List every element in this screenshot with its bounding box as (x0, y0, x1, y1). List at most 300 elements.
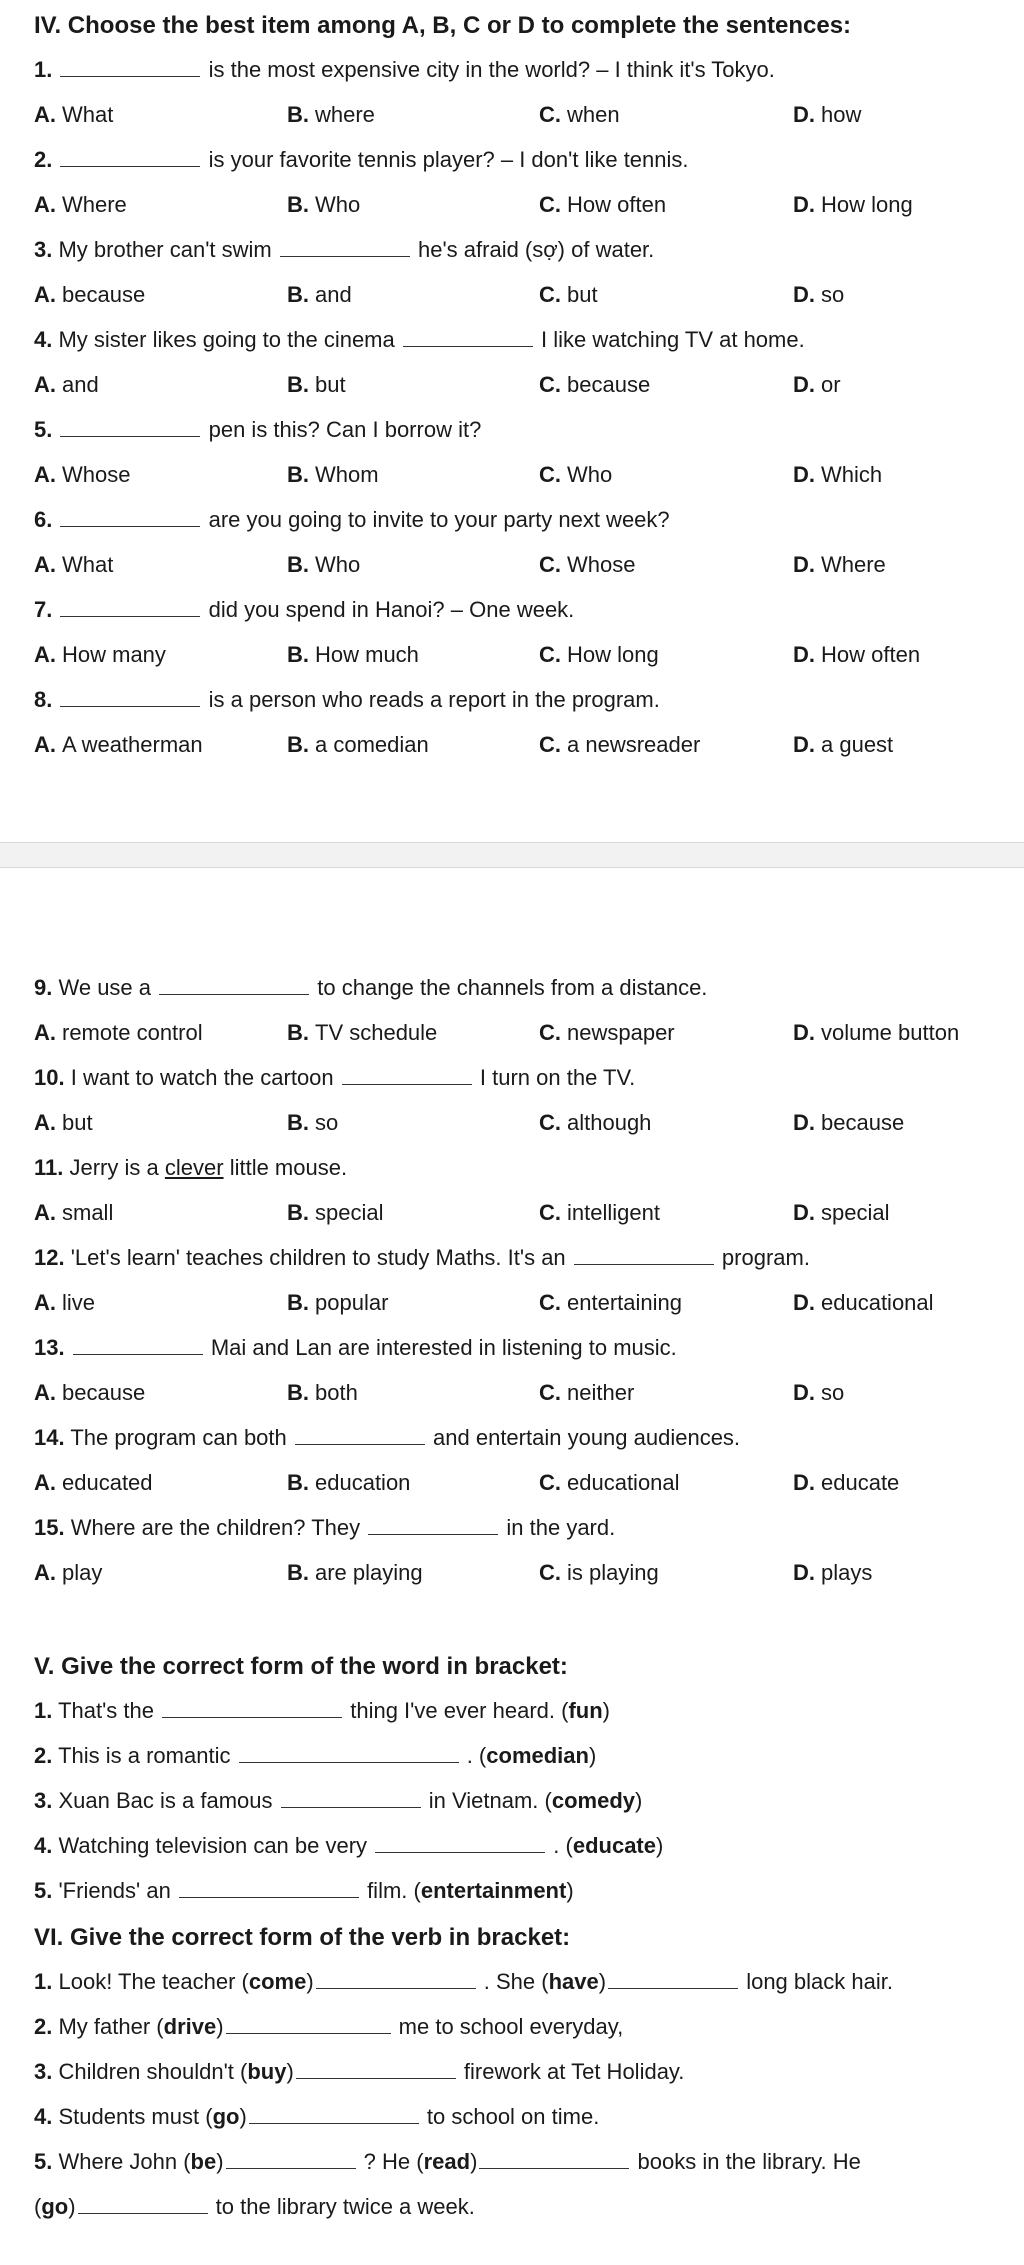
item-text: . She ( (477, 1969, 549, 1994)
item-text: ) (598, 1969, 607, 1994)
option-letter: A. (34, 372, 56, 397)
answer-option[interactable] (34, 1290, 95, 1316)
option-text: plays (821, 1560, 873, 1585)
answer-option[interactable] (34, 732, 203, 758)
option-letter: B. (287, 282, 309, 307)
answer-option[interactable] (287, 1200, 383, 1226)
item-text: ) (566, 1878, 574, 1903)
question-number: 6. (34, 507, 53, 532)
answer-option[interactable] (793, 372, 841, 398)
answer-blank[interactable] (60, 598, 200, 617)
item-text: This is a romantic (58, 1743, 231, 1768)
option-letter: C. (539, 732, 561, 757)
option-text: newspaper (567, 1020, 675, 1045)
answer-option[interactable] (34, 1200, 113, 1226)
option-text: when (567, 102, 620, 127)
question-number: 1. (34, 57, 53, 82)
answer-option[interactable] (34, 642, 166, 668)
option-text: How many (62, 642, 166, 667)
answer-option[interactable] (793, 552, 886, 578)
answer-option[interactable] (793, 1380, 844, 1406)
answer-option[interactable] (793, 1200, 889, 1226)
option-letter: C. (539, 102, 561, 127)
item-text: . ( (460, 1743, 487, 1768)
option-letter: A. (34, 1290, 56, 1315)
item-number: 2. (34, 1743, 53, 1768)
option-letter: D. (793, 1290, 815, 1315)
answer-option[interactable] (539, 732, 700, 758)
answer-option[interactable] (539, 1380, 634, 1406)
answer-blank[interactable] (296, 2060, 456, 2079)
option-text: Where (62, 192, 127, 217)
item-text: . ( (547, 1833, 573, 1858)
option-text: education (315, 1470, 411, 1495)
answer-option[interactable] (539, 372, 650, 398)
answer-blank[interactable] (159, 976, 309, 995)
option-letter: C. (539, 1110, 561, 1135)
question-text: are you going to invite to your party next week? (208, 507, 670, 532)
answer-blank[interactable] (368, 1516, 498, 1535)
answer-option[interactable] (793, 1110, 904, 1136)
option-text: are playing (315, 1560, 423, 1585)
option-letter: D. (793, 1470, 815, 1495)
option-letter: A. (34, 1200, 56, 1225)
option-text: a newsreader (567, 732, 701, 757)
item-text: ) (306, 1969, 314, 1994)
item-text: long black hair. (740, 1969, 893, 1994)
word-form-item (34, 1788, 642, 1814)
item-text: 'Friends' an (58, 1878, 171, 1903)
option-letter: D. (793, 192, 815, 217)
item-number: 4. (34, 2104, 53, 2129)
answer-option[interactable] (539, 462, 612, 488)
option-letter: B. (287, 732, 309, 757)
bracket-verb: read (423, 2149, 471, 2174)
option-text: is playing (567, 1560, 659, 1585)
answer-option[interactable] (287, 1380, 358, 1406)
bracket-word: comedian (486, 1743, 589, 1768)
section-vi-title: VI. Give the correct form of the verb in bracket: (34, 1924, 571, 1951)
option-text: so (315, 1110, 339, 1135)
option-letter: D. (793, 1380, 815, 1405)
option-letter: D. (793, 102, 815, 127)
item-text: me to school everyday, (392, 2014, 624, 2039)
answer-option[interactable] (539, 1290, 682, 1316)
answer-option[interactable] (34, 1380, 145, 1406)
answer-option[interactable] (34, 462, 130, 488)
answer-blank[interactable] (295, 1426, 425, 1445)
answer-blank[interactable] (375, 1834, 545, 1853)
answer-blank[interactable] (249, 2105, 419, 2124)
option-text: What (62, 552, 114, 577)
option-text: special (821, 1200, 890, 1225)
option-letter: D. (793, 732, 815, 757)
answer-option[interactable] (34, 102, 113, 128)
question-line (34, 417, 481, 443)
item-text: books in the library. He (631, 2149, 861, 2174)
bracket-verb: come (248, 1969, 307, 1994)
section-iv-title: IV. Choose the best item among A, B, C or D to complete the sentences: (34, 12, 852, 39)
answer-option[interactable] (793, 282, 844, 308)
answer-option[interactable] (34, 552, 113, 578)
option-text: and (315, 282, 352, 307)
bracket-word: comedy (551, 1788, 635, 1813)
answer-option[interactable] (539, 1110, 651, 1136)
option-text: How long (821, 192, 913, 217)
question-text: to change the channels from a distance. (317, 975, 708, 1000)
item-text: ) (470, 2149, 478, 2174)
option-letter: B. (287, 102, 309, 127)
question-number: 10. (34, 1065, 65, 1090)
answer-option[interactable] (287, 1290, 388, 1316)
item-text: ) (239, 2104, 247, 2129)
option-letter: A. (34, 1020, 56, 1045)
answer-option[interactable] (34, 1470, 153, 1496)
item-text: ) (602, 1698, 610, 1723)
option-letter: A. (34, 1560, 56, 1585)
option-text: Whose (567, 552, 636, 577)
answer-option[interactable] (539, 1200, 660, 1226)
option-text: volume button (821, 1020, 960, 1045)
answer-option[interactable] (34, 1560, 102, 1586)
question-line (34, 1065, 635, 1091)
item-text: Look! The teacher ( (58, 1969, 249, 1994)
question-text: little mouse. (229, 1155, 348, 1180)
section-v-title: V. Give the correct form of the word in bracket: (34, 1653, 568, 1680)
item-text: ) (286, 2059, 294, 2084)
answer-option[interactable] (539, 642, 659, 668)
option-text: a comedian (315, 732, 429, 757)
question-line (34, 687, 660, 713)
verb-form-item (34, 2104, 599, 2130)
option-text: How often (567, 192, 667, 217)
answer-option[interactable] (793, 1470, 899, 1496)
option-letter: C. (539, 552, 561, 577)
option-letter: D. (793, 282, 815, 307)
question-text: 'Let's learn' teaches children to study Maths. It's an (70, 1245, 566, 1270)
option-text: educational (821, 1290, 934, 1315)
bracket-verb: have (548, 1969, 599, 1994)
bracket-word: educate (572, 1833, 656, 1858)
item-text: ) (216, 2014, 224, 2039)
question-number: 13. (34, 1335, 65, 1360)
option-letter: A. (34, 552, 56, 577)
answer-option[interactable] (539, 282, 598, 308)
option-letter: D. (793, 1110, 815, 1135)
question-number: 7. (34, 597, 53, 622)
answer-option[interactable] (287, 1560, 423, 1586)
option-text: but (567, 282, 598, 307)
option-text: Who (567, 462, 613, 487)
question-text: My brother can't swim (58, 237, 272, 262)
bracket-verb: drive (163, 2014, 217, 2039)
answer-option[interactable] (793, 462, 882, 488)
option-letter: A. (34, 462, 56, 487)
item-text: Students must ( (58, 2104, 213, 2129)
verb-form-item (34, 2194, 475, 2220)
answer-blank[interactable] (226, 2150, 356, 2169)
option-text: educational (567, 1470, 680, 1495)
option-text: because (62, 1380, 146, 1405)
option-letter: C. (539, 1470, 561, 1495)
answer-option[interactable] (287, 1110, 338, 1136)
question-text: pen is this? Can I borrow it? (208, 417, 482, 442)
option-text: How often (821, 642, 921, 667)
answer-option[interactable] (287, 1020, 437, 1046)
option-text: How much (315, 642, 419, 667)
verb-form-item (34, 1969, 893, 1995)
question-line (34, 1335, 677, 1361)
question-number: 11. (34, 1155, 64, 1180)
page-break-divider (0, 842, 1024, 868)
answer-option[interactable] (539, 1020, 675, 1046)
option-letter: C. (539, 282, 561, 307)
option-letter: B. (287, 462, 309, 487)
option-letter: A. (34, 192, 56, 217)
item-number: 1. (34, 1698, 53, 1723)
word-form-item (34, 1833, 663, 1859)
option-letter: B. (287, 1290, 309, 1315)
answer-blank[interactable] (403, 328, 533, 347)
answer-blank[interactable] (60, 148, 200, 167)
answer-option[interactable] (287, 192, 360, 218)
item-text: ) (656, 1833, 664, 1858)
question-number: 9. (34, 975, 53, 1000)
answer-option[interactable] (34, 192, 127, 218)
question-text: We use a (58, 975, 152, 1000)
question-line (34, 507, 670, 533)
option-text: educated (62, 1470, 153, 1495)
answer-option[interactable] (539, 192, 666, 218)
answer-option[interactable] (287, 1470, 410, 1496)
answer-blank[interactable] (78, 2195, 208, 2214)
option-letter: A. (34, 282, 56, 307)
option-letter: A. (34, 1470, 56, 1495)
answer-option[interactable] (539, 102, 620, 128)
item-text: Xuan Bac is a famous (58, 1788, 273, 1813)
option-letter: A. (34, 642, 56, 667)
item-text: to the library twice a week. (209, 2194, 475, 2219)
option-letter: D. (793, 462, 815, 487)
question-number: 4. (34, 327, 53, 352)
option-text: How long (567, 642, 659, 667)
verb-form-item (34, 2014, 623, 2040)
answer-option[interactable] (287, 732, 429, 758)
question-line (34, 597, 574, 623)
question-text: did you spend in Hanoi? – One week. (208, 597, 575, 622)
answer-option[interactable] (793, 192, 913, 218)
answer-blank[interactable] (162, 1699, 342, 1718)
option-letter: C. (539, 462, 561, 487)
option-text: educate (821, 1470, 900, 1495)
option-letter: C. (539, 1290, 561, 1315)
option-letter: D. (793, 642, 815, 667)
option-text: play (62, 1560, 103, 1585)
question-text: is a person who reads a report in the program. (208, 687, 660, 712)
answer-option[interactable] (793, 102, 861, 128)
underlined-word: clever (164, 1155, 224, 1180)
question-text: is the most expensive city in the world? – I think it's Tokyo. (208, 57, 775, 82)
answer-option[interactable] (539, 1560, 659, 1586)
question-line (34, 1425, 740, 1451)
answer-blank[interactable] (239, 1744, 459, 1763)
question-text: I like watching TV at home. (541, 327, 805, 352)
option-text: so (821, 282, 845, 307)
option-letter: C. (539, 1380, 561, 1405)
option-letter: B. (287, 642, 309, 667)
option-text: neither (567, 1380, 635, 1405)
answer-blank[interactable] (73, 1336, 203, 1355)
option-letter: C. (539, 642, 561, 667)
item-text: Watching television can be very (58, 1833, 368, 1858)
answer-option[interactable] (793, 1020, 959, 1046)
answer-option[interactable] (287, 102, 375, 128)
question-line (34, 237, 654, 263)
option-letter: B. (287, 192, 309, 217)
option-text: special (315, 1200, 384, 1225)
question-line (34, 975, 707, 1001)
bracket-verb: be (190, 2149, 217, 2174)
answer-blank[interactable] (479, 2150, 629, 2169)
answer-blank[interactable] (574, 1246, 714, 1265)
option-letter: C. (539, 192, 561, 217)
item-text: to school on time. (420, 2104, 600, 2129)
answer-option[interactable] (287, 642, 419, 668)
question-line (34, 1155, 347, 1181)
item-text: ) (216, 2149, 224, 2174)
question-text: Where are the children? They (70, 1515, 361, 1540)
option-letter: A. (34, 1380, 56, 1405)
item-text: That's the (58, 1698, 154, 1723)
answer-blank[interactable] (316, 1970, 476, 1989)
question-number: 12. (34, 1245, 65, 1270)
question-line (34, 1245, 810, 1271)
option-letter: A. (34, 732, 56, 757)
item-text: Where John ( (58, 2149, 191, 2174)
option-text: although (567, 1110, 652, 1135)
option-text: Who (315, 192, 361, 217)
item-text: ( (34, 2194, 42, 2219)
option-text: and (62, 372, 99, 397)
option-letter: B. (287, 372, 309, 397)
item-text: Children shouldn't ( (58, 2059, 248, 2084)
option-text: A weatherman (62, 732, 203, 757)
option-letter: B. (287, 1200, 309, 1225)
answer-option[interactable] (287, 462, 379, 488)
item-text: firework at Tet Holiday. (457, 2059, 685, 2084)
question-text: program. (721, 1245, 810, 1270)
answer-option[interactable] (287, 552, 360, 578)
answer-blank[interactable] (60, 58, 200, 77)
question-text: and entertain young audiences. (433, 1425, 741, 1450)
answer-option[interactable] (287, 282, 352, 308)
question-text: The program can both (70, 1425, 287, 1450)
answer-option[interactable] (34, 372, 99, 398)
answer-blank[interactable] (179, 1879, 359, 1898)
answer-blank[interactable] (60, 688, 200, 707)
answer-option[interactable] (34, 1110, 93, 1136)
item-text: thing I've ever heard. ( (344, 1698, 569, 1723)
item-number: 3. (34, 1788, 53, 1813)
answer-option[interactable] (287, 372, 346, 398)
answer-blank[interactable] (60, 418, 200, 437)
item-number: 5. (34, 1878, 53, 1903)
answer-option[interactable] (539, 552, 635, 578)
answer-option[interactable] (539, 1470, 680, 1496)
question-number: 14. (34, 1425, 65, 1450)
option-letter: B. (287, 1560, 309, 1585)
item-text: in Vietnam. ( (422, 1788, 552, 1813)
verb-form-item (34, 2149, 861, 2175)
answer-blank[interactable] (281, 1789, 421, 1808)
question-line (34, 147, 689, 173)
option-letter: B. (287, 1020, 309, 1045)
option-text: because (62, 282, 146, 307)
option-text: small (62, 1200, 114, 1225)
option-text: remote control (62, 1020, 203, 1045)
option-letter: D. (793, 372, 815, 397)
answer-option[interactable] (793, 1290, 934, 1316)
item-number: 2. (34, 2014, 53, 2039)
option-text: both (315, 1380, 358, 1405)
question-number: 15. (34, 1515, 65, 1540)
item-text: ) (68, 2194, 76, 2219)
question-line (34, 57, 775, 83)
question-text: he's afraid (sợ) of water. (418, 237, 655, 262)
option-text: popular (315, 1290, 389, 1315)
option-text: Which (821, 462, 883, 487)
option-letter: A. (34, 102, 56, 127)
option-letter: B. (287, 1470, 309, 1495)
answer-blank[interactable] (608, 1970, 738, 1989)
answer-blank[interactable] (280, 238, 410, 257)
option-text: but (62, 1110, 93, 1135)
option-letter: B. (287, 1110, 309, 1135)
question-text: I turn on the TV. (479, 1065, 636, 1090)
bracket-verb: go (41, 2194, 69, 2219)
answer-option[interactable] (34, 282, 145, 308)
bracket-word: entertainment (420, 1878, 567, 1903)
answer-blank[interactable] (60, 508, 200, 527)
question-text: Mai and Lan are interested in listening to music. (210, 1335, 677, 1360)
bracket-word: fun (568, 1698, 603, 1723)
item-number: 5. (34, 2149, 53, 2174)
option-text: TV schedule (315, 1020, 438, 1045)
item-text: ) (588, 1743, 597, 1768)
answer-option[interactable] (793, 642, 920, 668)
option-text: because (821, 1110, 905, 1135)
answer-blank[interactable] (342, 1066, 472, 1085)
option-text: where (315, 102, 375, 127)
question-number: 3. (34, 237, 53, 262)
question-number: 2. (34, 147, 53, 172)
answer-blank[interactable] (226, 2015, 391, 2034)
option-text: Who (315, 552, 361, 577)
word-form-item (34, 1743, 596, 1769)
question-text: in the yard. (506, 1515, 616, 1540)
answer-option[interactable] (793, 1560, 872, 1586)
answer-option[interactable] (793, 732, 893, 758)
option-text: live (62, 1290, 96, 1315)
question-text: is your favorite tennis player? – I don't like tennis. (208, 147, 689, 172)
option-letter: B. (287, 1380, 309, 1405)
option-text: a guest (821, 732, 894, 757)
item-number: 3. (34, 2059, 53, 2084)
answer-option[interactable] (34, 1020, 203, 1046)
bracket-verb: buy (247, 2059, 287, 2084)
option-letter: D. (793, 1560, 815, 1585)
item-number: 1. (34, 1969, 53, 1994)
